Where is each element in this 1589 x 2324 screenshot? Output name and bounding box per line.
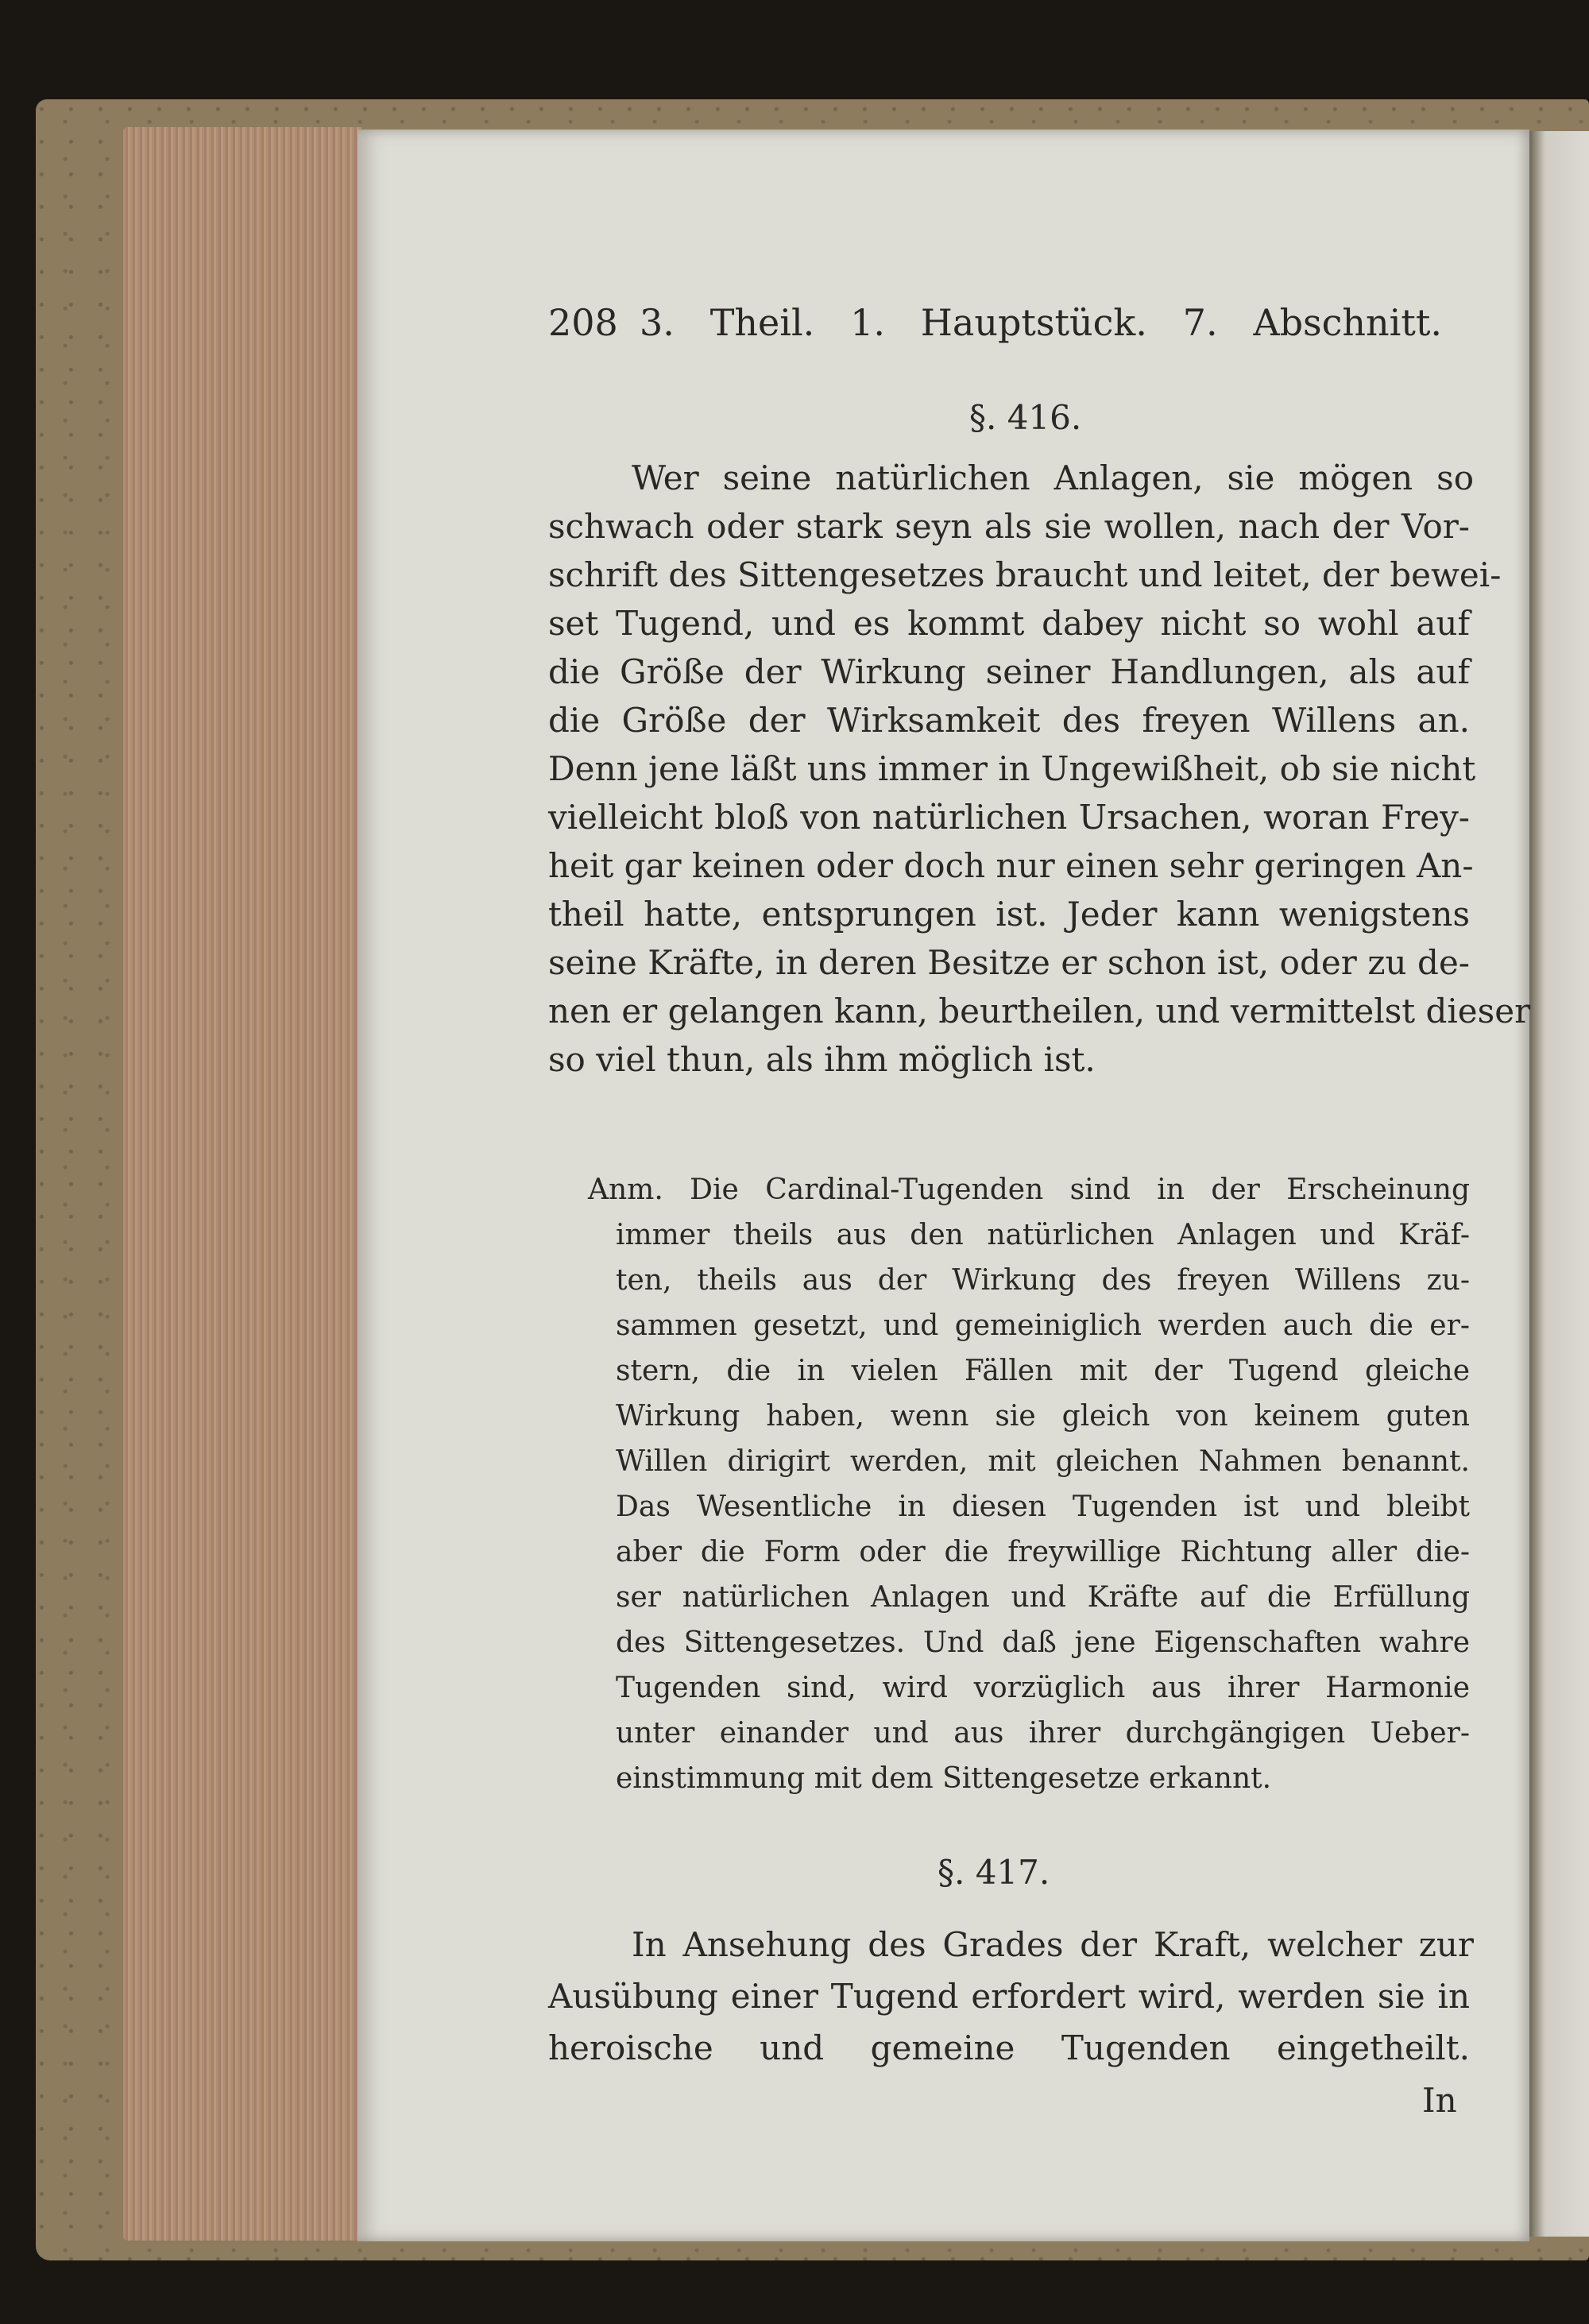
text-line: Ausübung einer Tugend erfordert wird, werden sie in [548, 1977, 1470, 2016]
text-line: schrift des Sittengesetzes braucht und leitet, der bewei- [548, 555, 1502, 594]
text-line: In Ansehung des Grades der Kraft, welcher zur [632, 1925, 1474, 1964]
section-heading-416: §. 416. [969, 398, 1082, 437]
note-line: Das Wesentliche in diesen Tugenden ist und bleibt [616, 1491, 1470, 1523]
note-line: Wirkung haben, wenn sie gleich von keinem guten [616, 1400, 1470, 1433]
text-line: so viel thun, als ihm möglich ist. [548, 1040, 1096, 1079]
text-line: die Größe der Wirksamkeit des freyen Willens an. [548, 701, 1470, 740]
text-line: set Tugend, und es kommt dabey nicht so wohl auf [548, 604, 1470, 643]
text-line: heit gar keinen oder doch nur einen sehr geringen An- [548, 846, 1474, 885]
text-line: schwach oder stark seyn als sie wollen, nach der Vor- [548, 507, 1470, 546]
note-line: aber die Form oder die freywillige Richtung aller die- [616, 1536, 1470, 1568]
note-line: Tugenden sind, wird vorzüglich aus ihrer Harmonie [616, 1672, 1470, 1704]
text-line: heroische und gemeine Tugenden eingetheilt. [548, 2028, 1470, 2067]
note-line: unter einander und aus ihrer durchgängigen Ueber- [616, 1717, 1470, 1750]
running-title: 3. Theil. 1. Hauptstück. 7. Abschnitt. [640, 301, 1442, 344]
text-line: Wer seine natürlichen Anlagen, sie mögen so [632, 458, 1474, 497]
section-heading-417: §. 417. [938, 1853, 1050, 1892]
text-line: vielleicht bloß von natürlichen Ursachen, woran Frey- [548, 798, 1470, 837]
text-line: theil hatte, entsprungen ist. Jeder kann wenigstens [548, 895, 1470, 934]
note-line: Anm. Die Cardinal-Tugenden sind in der Erscheinung [588, 1174, 1470, 1206]
text-line: seine Kräfte, in deren Besitze er schon ist, oder zu de- [548, 943, 1470, 982]
note-line: des Sittengesetzes. Und daß jene Eigenschaften wahre [616, 1626, 1470, 1659]
note-line: sammen gesetzt, und gemeiniglich werden auch die er- [616, 1309, 1470, 1342]
note-line: ser natürlichen Anlagen und Kräfte auf die Erfüllung [616, 1581, 1470, 1614]
text-line: die Größe der Wirkung seiner Handlungen, als auf [548, 652, 1470, 691]
note-line: ten, theils aus der Wirkung des freyen Willens zu- [616, 1264, 1470, 1297]
note-line: Willen dirigirt werden, mit gleichen Nahmen benannt. [616, 1445, 1470, 1478]
note-line: einstimmung mit dem Sittengesetze erkannt. [616, 1762, 1272, 1795]
note-line: stern, die in vielen Fällen mit der Tugend gleiche [616, 1355, 1470, 1387]
text-line: nen er gelangen kann, beurtheilen, und vermittelst dieser [548, 992, 1531, 1031]
catchword: In [1422, 2081, 1457, 2120]
text-line: Denn jene läßt uns immer in Ungewißheit, ob sie nicht [548, 749, 1476, 788]
page-number: 208 [548, 301, 618, 344]
note-line: immer theils aus den natürlichen Anlagen und Kräf- [616, 1219, 1470, 1251]
